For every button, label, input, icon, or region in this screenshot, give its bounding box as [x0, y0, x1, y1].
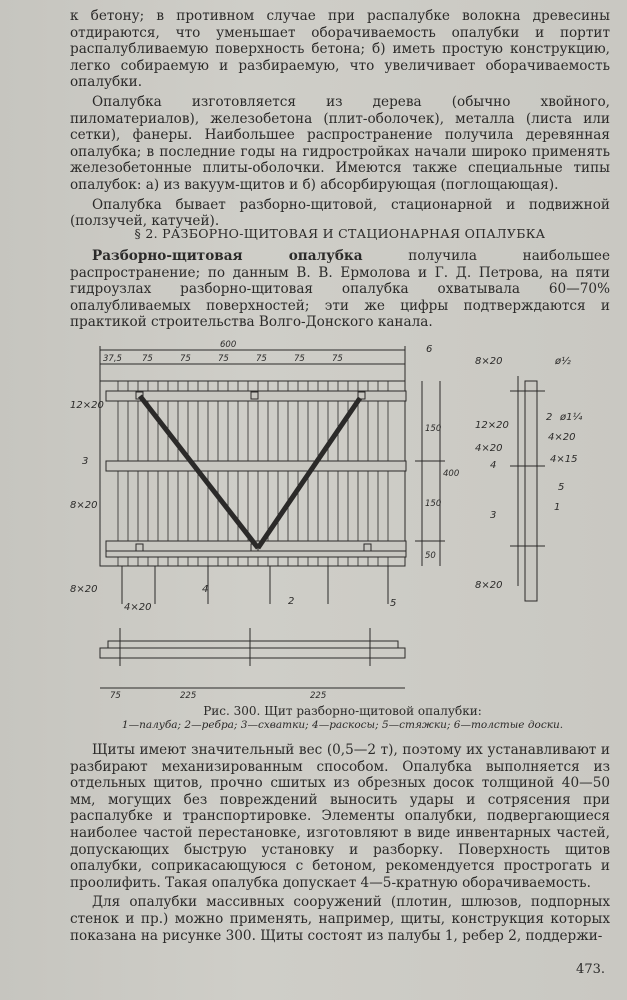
figure-300 [70, 336, 615, 706]
label-main-3: 5 [390, 598, 397, 609]
dim-right-2: 50 [425, 551, 436, 561]
label-side-1: ø½ [555, 356, 571, 367]
caption-title: Рис. 300. Щит разборно-щитовой опалубки: [203, 704, 482, 718]
dim-height: 400 [443, 469, 460, 479]
label-side-12: 8×20 [475, 580, 503, 591]
label-left-1: 3 [82, 456, 89, 467]
label-side-2: 12×20 [475, 420, 509, 431]
dim-top-6: 75 [332, 354, 343, 364]
dim-top-1: 75 [142, 354, 153, 364]
text-block-section [70, 248, 610, 331]
paragraph-5: Для опалубки массивных сооружений (плотин, шлюзов, подпорных стенок и пр.) можно применять, например, щиты, конструкция которых показана на рисунке 300. Щиты состоят из палубы 1, ребер 2, поддержи- [70, 894, 610, 944]
label-left-3: 8×20 [70, 584, 98, 595]
dim-right-1: 150 [425, 499, 442, 509]
dim-total: 600 [220, 340, 237, 350]
label-side-3: 2 [546, 412, 553, 423]
paragraph-4: Щиты имеют значительный вес (0,5—2 т), поэтому их устанавливают и разбирают механизированным способом. Опалубка выполняется из отдельных щитов, прочно сшитых из обрезных досок толщиной 40—50 мм, могущих без повреждений выносить удары и сотрясения при распалубке и транспортировке. Элементы опалубки, подвергающиеся наиболее частой перестановке, изготовляют в виде инвентарных частей, допускающих быструю установку и разборку. Поверхность щитов опалубки, соприкасающуюся с бетоном, рекомендуется прострогать и проолифить. Такая опалубка допускает 4—5-кратную оборачиваемость. [70, 742, 610, 891]
formwork-drawing [70, 336, 615, 706]
text-block-top [70, 8, 610, 230]
label-side-0: 8×20 [475, 356, 503, 367]
dim-top-3: 75 [218, 354, 229, 364]
figure-caption [70, 704, 615, 732]
paragraph-1: к бетону; в противном случае при распалубке волокна древесины отдираются, что уменьшает оборачиваемость опалубки и портит распалубливаемую поверхность бетона; б) иметь простую конструкцию, легко собираемую и разбираемую, что увеличивает оборачиваемость опалубки. [70, 8, 610, 91]
label-main-0: 6 [426, 344, 433, 355]
dim-right-0: 150 [425, 424, 442, 434]
dim-bottom-1: 225 [180, 691, 197, 701]
section-intro-term: Разборно-щитовая опалубка [92, 248, 363, 264]
paragraph-2: Опалубка изготовляется из дерева (обычно хвойного, пиломатериалов), железобетона (плит-оболочек), металла (листа или сетки), фанеры. Наибольшее распространение получила деревянная опалубка; в последние годы на гидростройках начали широко применять железобетонные плиты-оболочки. Имеются также специальные типы опалубок: а) из вакуум-щитов и б) абсорбирующая (поглощающая). [70, 93, 610, 193]
dim-top-5: 75 [294, 354, 305, 364]
paragraph-3: Опалубка бывает разборно-щитовой, стационарной и подвижной (ползучей, катучей). [70, 196, 610, 230]
label-main-2: 2 [288, 596, 295, 607]
label-main-1: 4 [202, 584, 209, 595]
label-side-4: ø1¼ [560, 412, 583, 423]
section-intro-text: получила наибольшее распространение; по данным В. В. Ермолова и Г. Д. Петрова, на пяти гидроузлах разборно-щитовая опалубка охватывала 60—70% опалубливаемых поверхностей; эти же цифры подтверждаются и практикой строительства Волго-Донского канала. [70, 248, 610, 331]
label-side-11: 1 [554, 502, 561, 513]
label-left-4: 4×20 [124, 602, 152, 613]
label-side-6: 4×20 [548, 432, 576, 443]
text-block-bottom [70, 742, 610, 944]
label-side-9: 5 [558, 482, 565, 493]
label-side-10: 3 [490, 510, 497, 521]
label-side-5: 4×20 [475, 443, 503, 454]
label-side-7: 4 [490, 460, 497, 471]
label-side-8: 4×15 [550, 454, 578, 465]
page-number: 473. [576, 962, 605, 977]
section-intro [70, 248, 610, 331]
label-left-0: 12×20 [70, 400, 104, 411]
dim-top-2: 75 [180, 354, 191, 364]
dim-bottom-0: 75 [110, 691, 121, 701]
section-heading: § 2. РАЗБОРНО-ЩИТОВАЯ И СТАЦИОНАРНАЯ ОПАЛУБКА [134, 226, 546, 241]
dim-bottom-2: 225 [310, 691, 327, 701]
caption-legend: 1—палуба; 2—ребра; 3—схватки; 4—раскосы; 5—стяжки; 6—толстые доски. [121, 719, 564, 731]
label-left-2: 8×20 [70, 500, 98, 511]
dim-top-0: 37,5 [103, 354, 122, 364]
dim-top-4: 75 [256, 354, 267, 364]
